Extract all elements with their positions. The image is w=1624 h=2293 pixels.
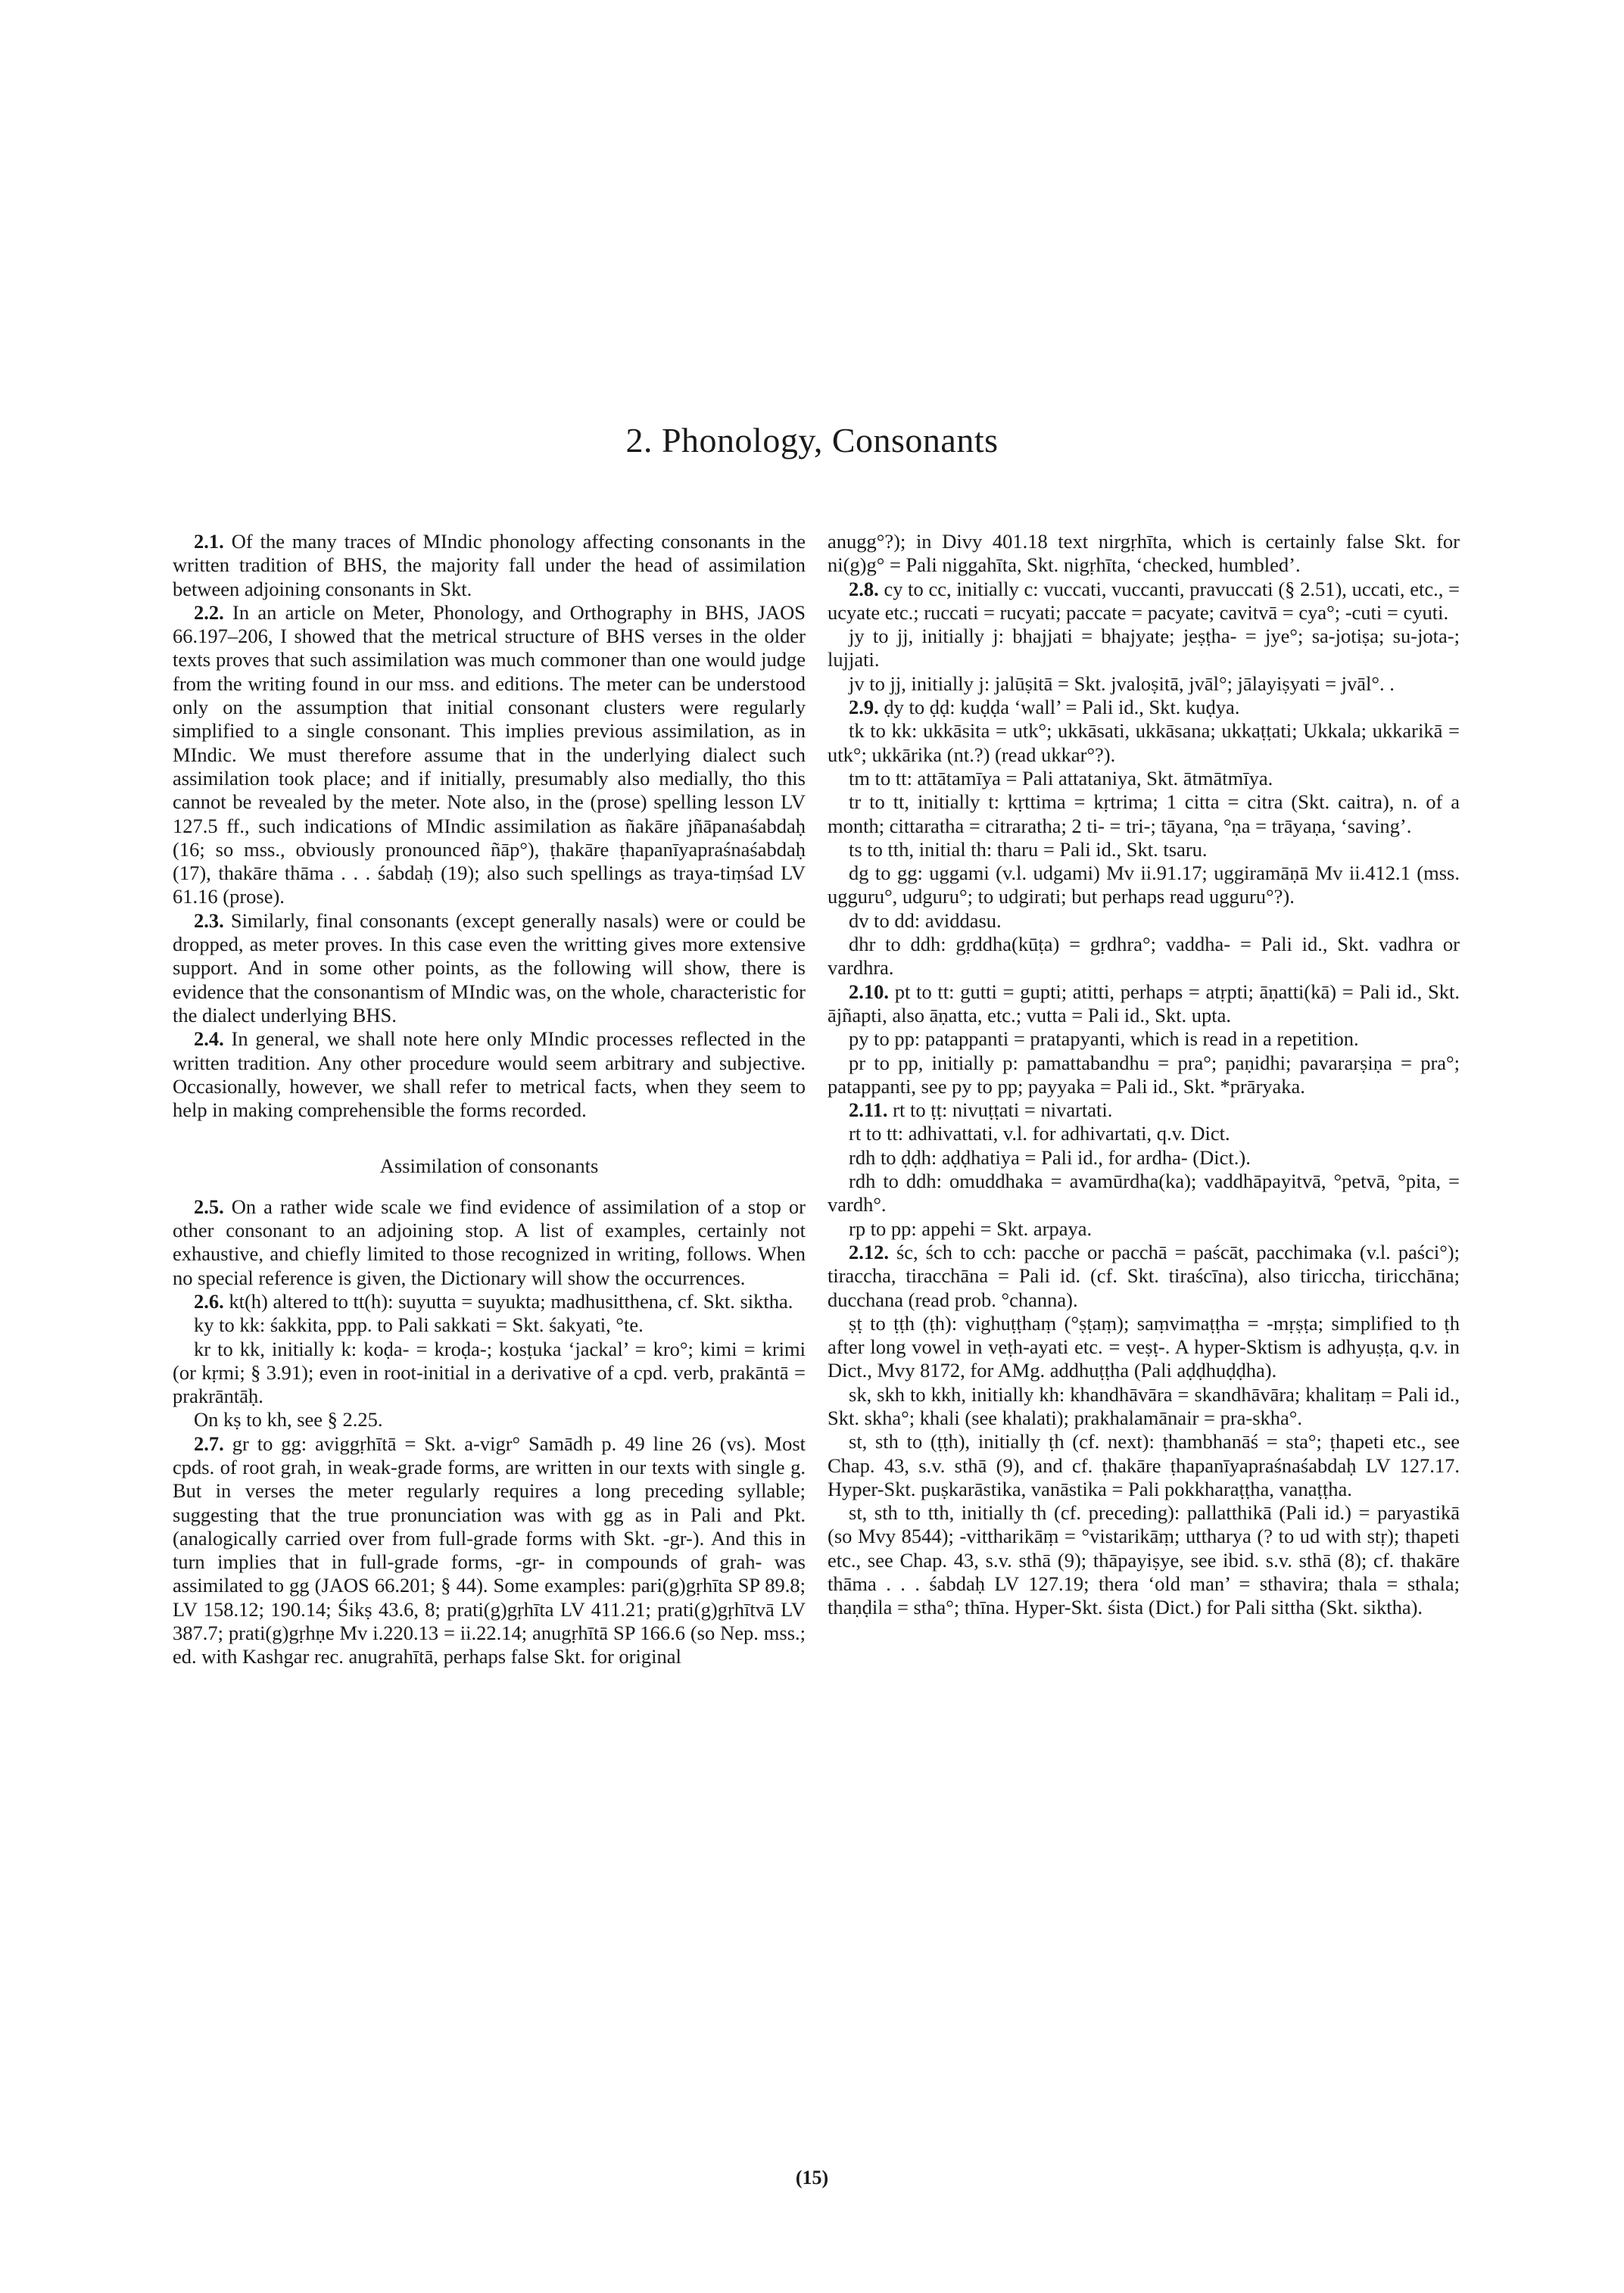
paragraph [828, 1383, 1460, 1431]
paragraph-number: 2.10. [849, 980, 889, 1003]
paragraph-text: rdh to ḍḍh: aḍḍhatiya = Pali id., for ardha- (Dict.). [849, 1145, 1251, 1169]
paragraph [828, 719, 1460, 767]
paragraph-text: ṣṭ to ṭṭh (ṭh): vighuṭṭhaṃ (°ṣṭaṃ); saṃvimaṭṭha = -mṛṣṭa; simplified to ṭh after long vowel in veṭh-ayati etc. = veṣṭ-. A hyper-Sktism is adhyuṣṭa, q.v. in Dict., Mvy 8172, for AMg. addhuṭṭha (Pali aḍḍhuḍḍha). [828, 1311, 1460, 1382]
paragraph [828, 672, 1460, 696]
paragraph-text: anugg°?); in Divy 401.18 text nirgṛhīta, which is certainly false Skt. for ni(g)g° = Pali niggahīta, Skt. nigṛhīta, ‘checked, humbled’. [828, 530, 1460, 577]
paragraph-number: 2.6. [194, 1289, 224, 1313]
paragraph [173, 1432, 806, 1669]
paragraph-number: 2.3. [194, 908, 224, 932]
paragraph [828, 1098, 1460, 1122]
paragraph-text: cy to cc, initially c: vuccati, vuccanti, pravuccati (§ 2.51), uccati, etc., = ucyate etc.; ruccati = rucyati; paccate = pacyate; cavitvā = cya°; -cuti = cyuti. [828, 577, 1460, 624]
paragraph-text: In general, we shall note here only MIndic processes reflected in the written tradition. Any other procedure would seem arbitrary and subjective. Occasionally, however, we shall refer to metrical facts, when they seem to help in making comprehensible the forms recorded. [173, 1027, 806, 1122]
paragraph [173, 601, 806, 909]
paragraph-text: dg to gg: uggami (v.l. udgami) Mv ii.91.17; uggiramāṇā Mv ii.412.1 (mss. ugguru°, udguru°; to udgirati; but perhaps read ugguru°?). [828, 861, 1460, 908]
paragraph-number: 2.9. [849, 696, 879, 719]
paragraph-text: dv to dd: aviddasu. [849, 908, 1002, 932]
paragraph-number: 2.2. [194, 600, 224, 624]
paragraph [173, 1338, 806, 1409]
paragraph-number: 2.7. [194, 1432, 224, 1455]
paragraph [828, 696, 1460, 719]
paragraph [828, 1051, 1460, 1099]
paragraph [828, 838, 1460, 861]
paragraph [173, 909, 806, 1027]
paragraph [828, 909, 1460, 933]
paragraph [828, 1501, 1460, 1619]
paragraph-text: Of the many traces of MIndic phonology affecting consonants in the written tradition of BHS, the majority fall under the head of assimilation between adjoining consonants in Skt. [173, 530, 806, 600]
paragraph-text: In an article on Meter, Phonology, and Orthography in BHS, JAOS 66.197–206, I showed that the metrical structure of BHS verses in the older texts proves that such assimilation was much commoner than one would judge from the writing found in our mss. and editions. The meter can be understood only on the assumption that initial consonant clusters were regularly simplified to a single consonant. This implies previous assimilation, as in MIndic. We must therefore assume that in the underlying dialect such assimilation took place; and if initially, presumably also medially, tho this cannot be revealed by the meter. Note also, in the (prose) spelling lesson LV 127.5 ff., such indications of MIndic assimilation as ñakāre jñāpanaśabdaḥ (16; so mss., obviously pronounced ñāp°), ṭhakāre ṭhapanīyapraśnaśabdaḥ (17), thakāre thāma . . . śabdaḥ (19); also such spellings as traya-tiṃśad LV 61.16 (prose). [173, 600, 806, 908]
left-column [173, 530, 806, 1669]
paragraph-text: ky to kk: śakkita, ppp. to Pali sakkati = Skt. śakyati, °te. [194, 1313, 644, 1337]
chapter-title: 2. Phonology, Consonants [625, 421, 999, 460]
paragraph-text: tm to tt: attātamīya = Pali attataniya, Skt. ātmātmīya. [849, 766, 1273, 790]
paragraph-text: ḍy to ḍḍ: kuḍḍa ‘wall’ = Pali id., Skt. kuḍya. [884, 696, 1240, 719]
paragraph [828, 790, 1460, 838]
paragraph-text: st, sth to (ṭṭh), initially ṭh (cf. next): ṭhambhanāś = sta°; ṭhapeti etc., see Chap. 43, s.v. sthā (9), and cf. ṭhakāre ṭhapanīyapraśnaśabdaḥ LV 127.17. Hyper-Skt. puṣkarāstika, vanāstika = Pali pokkharaṭṭha, vanaṭṭha. [828, 1430, 1460, 1500]
paragraph-text: On kṣ to kh, see § 2.25. [194, 1408, 383, 1432]
paragraph [828, 1217, 1460, 1241]
paragraph [828, 530, 1460, 578]
paragraph-number: 2.4. [194, 1027, 224, 1051]
section-heading: Assimilation of consonants [379, 1154, 599, 1178]
paragraph-text: pr to pp, initially p: pamattabandhu = pra°; paṇidhi; pavararṣiṇa = pra°; patappanti, see py to pp; payyaka = Pali id., Skt. *prāryaka. [828, 1051, 1460, 1098]
paragraph [173, 1408, 806, 1432]
paragraph [828, 933, 1460, 980]
paragraph-text: sk, skh to kkh, initially kh: khandhāvāra = skandhāvāra; khalitaṃ = Pali id., Skt. skha°; khali (see khalati); prakhalamānair = pra-skha°. [828, 1382, 1460, 1429]
paragraph [828, 1170, 1460, 1217]
paragraph-text: rp to pp: appehi = Skt. arpaya. [849, 1217, 1093, 1240]
paragraph [828, 980, 1460, 1028]
paragraph-text: kr to kk, initially k: koḍa- = kroḍa-; kosṭuka ‘jackal’ = kro°; kimi = krimi (or kṛmi; § 3.91); even in root-initial in a derivative of a cpd. verb, prakāntā = prakrāntāḥ. [173, 1337, 806, 1408]
paragraph [828, 1241, 1460, 1312]
paragraph-text: tr to tt, initially t: kṛttima = kṛtrima; 1 citta = citra (Skt. caitra), n. of a month; cittaratha = citraratha; 2 ti- = tri-; tāyana, °ṇa = trāyaṇa, ‘saving’. [828, 790, 1460, 837]
paragraph [828, 625, 1460, 672]
paragraph [173, 1195, 806, 1290]
paragraph-text: dhr to ddh: gṛddha(kūṭa) = gṛdhra°; vaddha- = Pali id., Skt. vadhra or vardhra. [828, 933, 1460, 980]
paragraph-text: ts to tth, initial th: tharu = Pali id., Skt. tsaru. [849, 837, 1208, 861]
paragraph-text: tk to kk: ukkāsita = utk°; ukkāsati, ukkāsana; ukkaṭṭati; Ukkala; ukkarikā = utk°; ukkārika (nt.?) (read ukkar°?). [828, 719, 1460, 766]
paragraph-text: kt(h) altered to tt(h): suyutta = suyukta; madhusitthena, cf. Skt. siktha. [229, 1289, 793, 1313]
paragraph [828, 1027, 1460, 1051]
page-number: (15) [795, 2167, 829, 2189]
paragraph-number: 2.5. [194, 1195, 224, 1218]
paragraph-text: On a rather wide scale we find evidence of assimilation of a stop or other consonant to an adjoining stop. A list of examples, certainly not exhaustive, and chiefly limited to those recognized in writing, follows. When no special reference is given, the Dictionary will show the occurrences. [173, 1195, 806, 1289]
paragraph [173, 1290, 806, 1313]
paragraph [828, 1146, 1460, 1170]
paragraph [828, 1312, 1460, 1383]
paragraph-text: py to pp: patappanti = pratapyanti, which is read in a repetition. [849, 1027, 1359, 1051]
paragraph-text: gr to gg: aviggṛhītā = Skt. a-vigr° Samādh p. 49 line 26 (vs). Most cpds. of root grah, in weak-grade forms, are written in our texts with single g. But in verses the meter regularly requires a long preceding syllable; suggesting that the true pronunciation was with gg as in Pali and Pkt. (analogically carried over from full-grade forms with Skt. -gr-). And this in turn implies that in full-grade forms, -gr- in compounds of grah- was assimilated to gg (JAOS 66.201; § 44). Some examples: pari(g)gṛhīta SP 89.8; LV 158.12; 190.14; Śikṣ 43.6, 8; prati(g)gṛhīta LV 411.21; prati(g)gṛhītvā LV 387.7; prati(g)gṛhṇe Mv i.220.13 = ii.22.14; anugṛhītā SP 166.6 (so Nep. mss.; ed. with Kashgar rec. anugrahītā, perhaps false Skt. for original [173, 1432, 806, 1668]
paragraph-number: 2.12. [849, 1240, 889, 1263]
paragraph [828, 1122, 1460, 1145]
paragraph-text: rdh to ddh: omuddhaka = avamūrdha(ka); vaddhāpayitvā, °petvā, °pita, = vardh°. [828, 1170, 1460, 1217]
paragraph-text: st, sth to tth, initially th (cf. preceding): pallatthikā (Pali id.) = paryastikā (so Mvy 8544); -vittharikāṃ = °vistarikāṃ; uttharya (? to ud with stṛ); thapeti etc., see Chap. 43, s.v. sthā (9); thāpayiṣye, see ibid. s.v. sthā (8); cf. thakāre thāma . . . śabdaḥ LV 127.19; thera ‘old man’ = sthavira; thala = sthala; thaṇḍila = stha°; thīna. Hyper-Skt. śista (Dict.) for Pali sittha (Skt. siktha). [828, 1501, 1460, 1619]
paragraph [173, 530, 806, 601]
paragraph-text: jy to jj, initially j: bhajjati = bhajyate; jeṣṭha- = jye°; sa-jotiṣa; su-jota-; lujjati. [828, 625, 1460, 671]
paragraph [173, 1313, 806, 1337]
paragraph [828, 1430, 1460, 1501]
paragraph-number: 2.1. [194, 530, 224, 553]
paragraph-text: śc, śch to cch: pacche or pacchā = paścāt, pacchimaka (v.l. paści°); tiraccha, tiracchāna = Pali id. (cf. Skt. tiraścīna), also tiriccha, tiricchāna; ducchana (read prob. °channa). [828, 1240, 1460, 1311]
paragraph [828, 578, 1460, 625]
right-column [828, 530, 1460, 1620]
paragraph-text: rt to ṭṭ: nivuṭṭati = nivartati. [893, 1098, 1113, 1122]
paragraph-text: pt to tt: gutti = gupti; atitti, perhaps = atṛpti; āṇatti(kā) = Pali id., Skt. ājñapti, also āṇatta, etc.; vutta = Pali id., Skt. upta. [828, 980, 1460, 1027]
paragraph-number: 2.11. [849, 1098, 888, 1122]
paragraph [828, 767, 1460, 790]
paragraph-text: jv to jj, initially j: jalūṣitā = Skt. jvaloṣitā, jvāl°; jālayiṣyati = jvāl°. . [849, 671, 1395, 695]
paragraph [173, 1027, 806, 1122]
paragraph [828, 861, 1460, 909]
paragraph-text: Similarly, final consonants (except generally nasals) were or could be dropped, as meter proves. In this case even the writting gives more extensive support. And in some other points, as the following will show, there is evidence that the consonantism of MIndic was, on the whole, characteristic for the dialect underlying BHS. [173, 908, 806, 1027]
paragraph-text: rt to tt: adhivattati, v.l. for adhivartati, q.v. Dict. [849, 1122, 1230, 1145]
paragraph-number: 2.8. [849, 577, 879, 600]
